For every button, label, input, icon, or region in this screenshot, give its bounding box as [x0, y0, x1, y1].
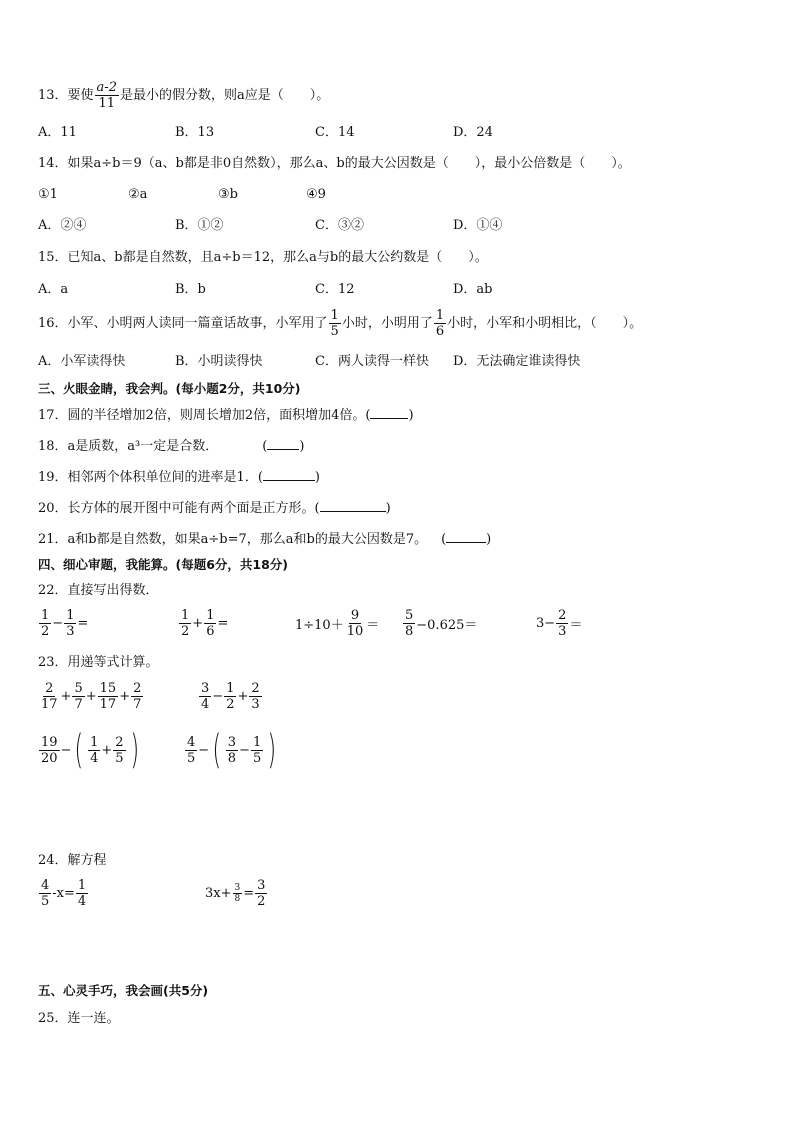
q15-stem: 15．已知a、b都是自然数，且a÷b＝12，那么a与b的最大公约数是（ ）。 [38, 250, 488, 265]
q23-expression-3: $\frac{19}{20}$ − ( $\frac{1}{4}$ + $\frac{2}{5}$ ) [41, 727, 139, 773]
q24-equation-1: $\frac{4}{5}$ -x= $\frac{1}{4}$ [41, 878, 87, 909]
q16-option-c: C．两人读得一样快 [315, 354, 429, 369]
q23-expression-4: $\frac{4}{5}$ − ( $\frac{3}{8}$ − $\frac{1}{5}$ ) [187, 727, 277, 773]
q15-option-a: A．a [38, 282, 69, 297]
q17-answer-blank[interactable] [370, 406, 408, 419]
section-5-heading: 五、心灵手巧，我会画(共5分) [38, 983, 209, 998]
q22-expression-2: $\frac{1}{2}$ + $\frac{1}{6}$ = [181, 608, 229, 639]
q15-option-c: C．12 [315, 282, 355, 297]
q22-title: 22．直接写出得数． [38, 583, 159, 598]
q14-option-b: B．①② [175, 218, 224, 233]
q19-stem: 19．相邻两个体积单位间的进率是1．( ) [38, 470, 320, 485]
q15-option-b: B．b [175, 282, 206, 297]
q14-option-c: C．③② [315, 218, 364, 233]
q25-stem: 25．连一连。 [38, 1011, 120, 1026]
section-4-heading: 四、细心审题，我能算。(每题6分，共18分) [38, 557, 289, 572]
q21-stem: 21．a和b都是自然数，如果a÷b=7，那么a和b的最大公因数是7。 ( ) [38, 532, 492, 547]
q23-title: 23．用递等式计算。 [38, 655, 159, 670]
q17-stem: 17．圆的半径增加2倍，则周长增加2倍，面积增加4倍。( ) [38, 408, 414, 423]
q13-fraction: $\frac{a-2}{11}$ [96, 80, 117, 111]
q23-expression-2: $\frac{3}{4}$ − $\frac{1}{2}$ + $\frac{2}{3}$ [201, 681, 260, 712]
section-3-heading: 三、火眼金睛，我会判。(每小题2分，共10分) [38, 381, 301, 396]
q22-expression-5: 3− $\frac{2}{3}$ ＝ [536, 608, 583, 639]
q14-choice-1: ①1 [38, 187, 58, 202]
q24-equation-2: 3x+ $\frac{3}{8}$ = $\frac{3}{2}$ [205, 878, 266, 909]
q14-option-a: A．②④ [38, 218, 87, 233]
q14-option-d: D．①④ [453, 218, 503, 233]
q20-answer-blank[interactable] [320, 499, 386, 512]
q16-option-b: B．小明读得快 [175, 354, 263, 369]
q14-choice-2: ②a [128, 187, 148, 202]
q13-option-b: B．13 [175, 125, 215, 140]
q14-choice-3: ③b [218, 187, 238, 202]
q16-option-d: D．无法确定谁读得快 [453, 354, 581, 369]
q18-answer-blank[interactable] [267, 437, 299, 450]
q22-expression-3: 1÷10＋ $\frac{9}{10}$ ＝ [295, 608, 380, 639]
q20-stem: 20．长方体的展开图中可能有两个面是正方形。( ) [38, 501, 391, 516]
q14-choice-4: ④9 [306, 187, 326, 202]
q13-option-a: A．11 [38, 125, 77, 140]
q21-answer-blank[interactable] [446, 530, 486, 543]
q13-stem: 13．要使 $\frac{a-2}{11}$ 是最小的假分数，则a应是（ ）。 [38, 80, 330, 111]
q13-option-d: D．24 [453, 125, 493, 140]
q16-fraction-1: $\frac{1}{5}$ [330, 308, 339, 339]
q16-fraction-2: $\frac{1}{6}$ [435, 308, 445, 339]
q22-expression-4: $\frac{5}{8}$ −0.625＝ [405, 608, 478, 639]
q24-title: 24．解方程 [38, 853, 107, 868]
q16-stem: 16．小军、小明两人读同一篇童话故事，小军用了 $\frac{1}{5}$ 小时，小明用了 $\frac{1}{6}$ 小时，小军和小明相比，（ ）。 [38, 308, 643, 339]
q23-expression-1: $\frac{2}{17}$ + $\frac{5}{7}$ + $\frac{15}{17}$ + $\frac{2}{7}$ [41, 681, 142, 712]
q15-option-d: D．ab [453, 282, 493, 297]
q14-stem: 14．如果a÷b＝9（a、b都是非0自然数），那么a、b的最大公因数是（ ），最小公倍数是（ ）。 [38, 156, 631, 171]
q18-stem: 18．a是质数，a³一定是合数． ( ) [38, 439, 305, 454]
q22-expression-1: $\frac{1}{2}$ − $\frac{1}{3}$ = [41, 608, 89, 639]
q16-option-a: A．小军读得快 [38, 354, 126, 369]
q19-answer-blank[interactable] [263, 468, 315, 481]
q13-option-c: C．14 [315, 125, 355, 140]
